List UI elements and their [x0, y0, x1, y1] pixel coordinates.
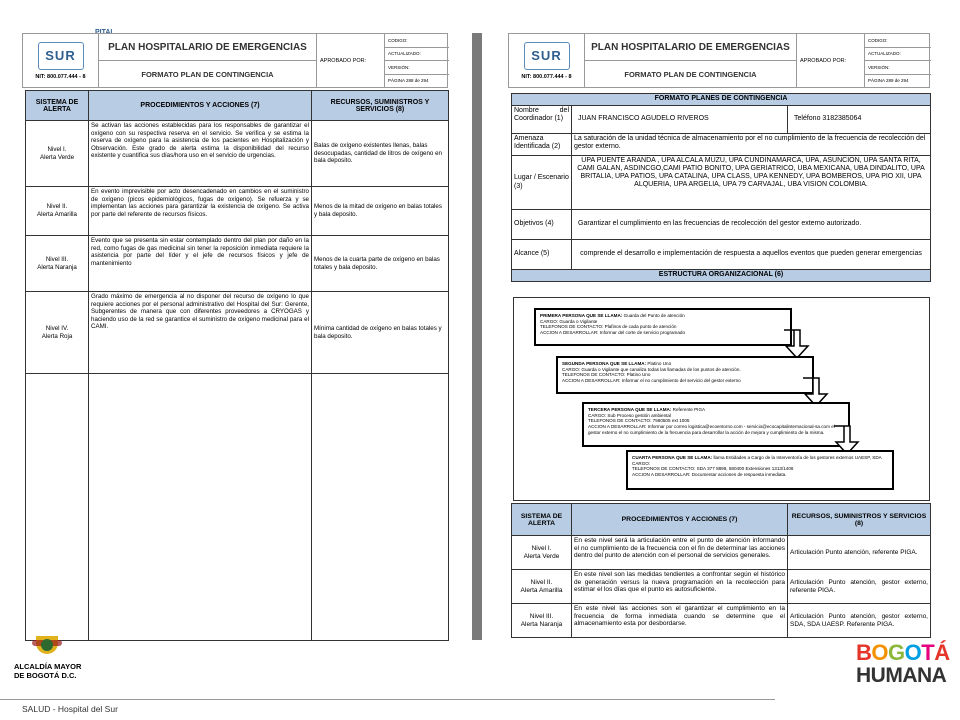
logo-humana-text: HUMANA — [856, 664, 947, 687]
scope-text: comprende el desarrollo e implementación de respuesta a aquellos eventos que pueden generar emergencias — [572, 240, 931, 270]
hospital-logo-mark: SUR — [38, 42, 84, 70]
col-header-procedures: PROCEDIMIENTOS Y ACCIONES (7) — [572, 504, 788, 536]
alert-name: Alerta Amarilla — [520, 586, 563, 594]
alert-level: Nivel IV. — [45, 324, 69, 332]
alert-name: Alerta Roja — [41, 332, 73, 340]
objectives-label: Objetivos (4) — [512, 210, 572, 240]
empty-table-row — [26, 374, 449, 641]
resource-cell: Menos de la cuarta parte de oxígeno en balas totales y bala deposito. — [312, 236, 449, 292]
page-number: PÁGINA 289 de 294 — [868, 78, 909, 84]
alcaldia-logo — [14, 636, 124, 680]
logo-letter: B — [856, 640, 872, 665]
org-line: CARGO: — [632, 460, 651, 466]
alcaldia-line: ALCALDÍA MAYOR — [14, 662, 82, 671]
logo-letter: T — [921, 640, 935, 665]
contingency-format-table — [511, 93, 931, 282]
threat-label: Amenaza Identificada (2) — [512, 134, 572, 156]
footer-divider — [0, 699, 775, 700]
coordinator-name: JUAN FRANCISCO AGUDELO RIVEROS — [572, 106, 788, 134]
table-row — [26, 121, 449, 187]
org-line: CARGO: Guarda o Vigilante — [540, 318, 598, 324]
document-title: PLAN HOSPITALARIO DE EMERGENCIAS — [585, 34, 796, 61]
structure-title: ESTRUCTURA ORGANIZACIONAL (6) — [512, 270, 931, 282]
org-line: TELEFONOS DE CONTACTO: SDA 377 8899, 580400 Extensiones 1313/1406 — [632, 466, 794, 472]
procedure-cell: Evento que se presenta sin estar contemplado dentro del plan por daño en la red, como fugas de gas medicinal sin tener la reposición inmediata requiere la asistencia por parte del líder y el jefe de recursos físicos y jefe de mantenimiento — [89, 236, 312, 292]
col-header-alert-system: SISTEMA DE ALERTA — [26, 91, 89, 121]
col-header-resources: RECURSOS, SUMINISTROS Y SERVICIOS (8) — [788, 504, 931, 536]
version-field: VERSIÓN: — [865, 61, 931, 75]
hospital-logo — [23, 34, 99, 87]
updated-field: ACTUALIZADO: — [385, 48, 449, 62]
threat-text: La saturación de la unidad técnica de almacenamiento por el no cumplimiento de la frecuencia de recolección del gestor externo. — [572, 134, 931, 156]
org-structure-diagram — [513, 297, 930, 501]
procedure-cell: Grado máximo de emergencia al no disponer del recurso de oxígeno lo que requiere acciones por el personal administrativo del Hospital del Sur: Gerente, Subgerentes de manera que con diferentes proveedores a CRYOGAS y haciendo uso de la red se garantice el suministro de oxígeno medicinal para el CAMI. — [89, 292, 312, 374]
version-field: VERSIÓN: — [385, 61, 449, 75]
table-row — [512, 604, 931, 638]
nit-number: NIT: 800.077.444 - 8 — [35, 73, 86, 80]
alert-level: Nivel I. — [47, 145, 67, 153]
table-row — [512, 570, 931, 604]
org-title: CUARTA PERSONA QUE SE LLAMA: — [632, 455, 713, 460]
alert-level: Nivel II. — [46, 203, 68, 211]
procedure-cell: En este nivel las acciones son el garantizar el cumplimiento en la frecuencia de forma inmediata cuando se determine que el almacenamiento esta por desbordarse. — [572, 604, 788, 638]
org-box-first-person — [534, 308, 792, 346]
org-box-third-person — [582, 402, 850, 447]
logo-letter: O — [871, 640, 889, 665]
resource-cell: Balas de oxígeno existentes llenas, balas desocupadas, cantidad de litros de oxígeno en bala deposito. — [312, 121, 449, 187]
logo-bogota-text — [856, 640, 950, 665]
org-title: SEGUNDA PERSONA QUE SE LLAMA: — [562, 361, 647, 366]
table-row — [26, 187, 449, 236]
logo-letter: G — [888, 640, 905, 665]
col-header-alert-system: SISTEMA DE ALERTA — [512, 504, 572, 536]
hospital-logo — [509, 34, 585, 87]
alert-name: Alerta Amarilla — [37, 211, 77, 218]
resource-cell: Articulación Punto atención, gestor externo, referente PIGA. — [788, 570, 931, 604]
resource-cell: Menos de la mitad de oxígeno en balas totales y bala deposito. — [312, 187, 449, 236]
col-header-procedures: PROCEDIMIENTOS Y ACCIONES (7) — [89, 91, 312, 121]
document-subtitle: FORMATO PLAN DE CONTINGENCIA — [624, 69, 757, 79]
code-field: CODIGO: — [385, 34, 449, 48]
org-line: ACCION A DESARROLLAR: Informar por correo logistica@ecoentorno.com - servicio@ecocapitalinternacional-sa.com el gestor externo el no cumplimiento de la frecuencia para desarrollar la acción de mejora y cumplimiento de la misma. — [588, 424, 835, 435]
format-title: FORMATO PLANES DE CONTINGENCIA — [512, 94, 931, 106]
org-line: TELEFONOS DE CONTACTO: Platino Uno — [562, 372, 651, 378]
document-codes — [385, 34, 449, 87]
objectives-text: Garantizar el cumplimiento en las frecuencias de recolección del gestor externo autorizado. — [572, 210, 931, 240]
approved-by: APROBADO POR: — [797, 34, 865, 87]
alert-level: Nivel III. — [45, 255, 69, 263]
table-row — [512, 536, 931, 570]
org-box-fourth-person — [626, 450, 894, 490]
resource-cell: Mínima cantidad de oxígeno en balas totales y bala deposito. — [312, 292, 449, 374]
org-line: ACCION A DESARROLLAR: Informar del corte de servicio programado — [540, 330, 686, 336]
alert-name: Alerta Naranja — [520, 620, 563, 628]
footer-text: SALUD - Hospital del Sur — [22, 704, 118, 714]
place-text: UPA PUENTE ARANDA , UPA ALCALA MUZU, UPA CUNDINAMARCA, UPA, ASUNCION, UPA SANTA RITA, CAMI GALAN, ASDINCGO,CAMI PATIO BONITO, UPA GERIATRICO, UBA MEXICANA, UBA DINDALITO, UPA BRITALIA, UPA PATIOS, UPA CATALINA, UPA CLASS, UPA KENNEDY, UPA BOMBEROS, UPA PIO XII, UPA ALQUERIA, UPA ARGELIA, UPA 79 CARVAJAL, UBA VISION COLOMBIA. — [572, 156, 931, 210]
place-label: Lugar / Escenario (3) — [512, 156, 572, 210]
procedure-cell: Se activan las acciones establecidas para los responsables de garantizar el oxígeno con su respectiva reserva en el servicio. Se verifica y se estima la reserva de oxígeno para la asistencia de los pacientes en Hospitalización y Observación. Este grado de alerta estima la disponibilidad del recurso existente y cuantifica sus días/hora uso en el servicio de urgencias. — [89, 121, 312, 187]
alert-level: Nivel I. — [531, 544, 552, 552]
document-header — [22, 33, 448, 88]
code-field: CODIGO: — [865, 34, 931, 48]
updated-field: ACTUALIZADO: — [865, 48, 931, 62]
org-title: TERCERA PERSONA QUE SE LLAMA: — [588, 407, 672, 412]
partial-header-text: PITAL — [95, 29, 115, 36]
org-box-second-person — [556, 356, 814, 394]
coat-of-arms-icon — [32, 636, 62, 656]
table-row — [26, 292, 449, 374]
org-line: CARGO: Guarda o Vigilante que canaliza todas las llamadas de los puntos de atención. — [562, 366, 741, 372]
table-row — [26, 236, 449, 292]
scope-label: Alcance (5) — [512, 240, 572, 270]
left-document-page — [22, 29, 448, 638]
page-divider — [472, 33, 482, 640]
resource-cell: Articulación Punto atención, gestor externo, SDA, SDA UAESP. Referente PIGA. — [788, 604, 931, 638]
alert-level: Nivel II. — [530, 578, 553, 586]
document-subtitle: FORMATO PLAN DE CONTINGENCIA — [141, 69, 274, 79]
org-line: ACCION A DESARROLLAR: Informar el no cumplimiento del servicio del gestor externo — [562, 378, 741, 384]
procedure-cell: En este nivel son las medidas tendientes a confrontar según el histórico de generación versus la nueva programación en la recolección para estimar el los días que el punto es autosuficiente. — [572, 570, 788, 604]
org-title-value: Platino Uno — [647, 361, 672, 366]
alcaldia-line: DE BOGOTÁ D.C. — [14, 671, 77, 680]
org-title-value: Referente PIGA — [672, 407, 706, 412]
alert-name: Alerta Naranja — [37, 263, 77, 271]
org-line: TELEFONOS DE CONTACTO: 7580505 ext 1005 — [588, 418, 690, 424]
logo-letter: Á — [934, 640, 950, 665]
coordinator-label: Nombre del Coordinador (1) — [512, 106, 572, 134]
org-line: TELEFONOS DE CONTACTO: Plafinos de cada punto de atención — [540, 324, 677, 330]
alert-system-table — [511, 503, 931, 638]
coordinator-phone: Teléfono 3182385064 — [788, 106, 931, 134]
document-header — [508, 33, 930, 88]
alert-system-table — [25, 90, 449, 641]
approved-by: APROBADO POR: — [317, 34, 385, 87]
org-line: ACCION A DESARROLLAR: Documentar acciones de respuesta inmediata. — [632, 472, 787, 478]
hospital-logo-mark: SUR — [524, 42, 570, 70]
org-title: PRIMERA PERSONA QUE SE LLAMA: — [540, 313, 623, 318]
procedure-cell: En evento imprevisible por acto desencadenado en cambios en el suministro de oxígeno (picos epidemiológicos, fugas de oxígeno). Se refuerza y se implementan las acciones para garantizar la existencia de oxígeno. Se activa por parte del referente de recursos físicos. — [89, 187, 312, 236]
right-document-page — [508, 33, 930, 638]
alert-name: Alerta Verde — [523, 552, 560, 560]
document-title: PLAN HOSPITALARIO DE EMERGENCIAS — [99, 34, 316, 61]
org-title-value: Guarda del Punto de atención — [623, 313, 685, 318]
alert-name: Alerta Verde — [39, 153, 75, 161]
resource-cell: Articulación Punto atención, referente PIGA. — [788, 536, 931, 570]
org-line: CARGO: Sub Proceso gestión ambiental — [588, 412, 671, 418]
procedure-cell: En este nivel será la articulación entre el punto de atención informando el no cumplimiento de la frecuencia con el fin de determinar las acciones dentro del punto de atención con el personal de servicios generales. — [572, 536, 788, 570]
nit-number: NIT: 800.077.444 - 8 — [521, 73, 572, 80]
alert-level: Nivel III. — [529, 612, 554, 620]
col-header-resources: RECURSOS, SUMINISTROS Y SERVICIOS (8) — [312, 91, 449, 121]
page-number: PÁGINA 288 de 294 — [388, 78, 429, 84]
logo-letter: O — [904, 640, 922, 665]
document-codes — [865, 34, 931, 87]
bogota-humana-logo — [856, 640, 950, 687]
org-title-value: llama Entidades a Cargo de la Interventoría de los gestores externos UAESP, SDA — [713, 455, 882, 460]
